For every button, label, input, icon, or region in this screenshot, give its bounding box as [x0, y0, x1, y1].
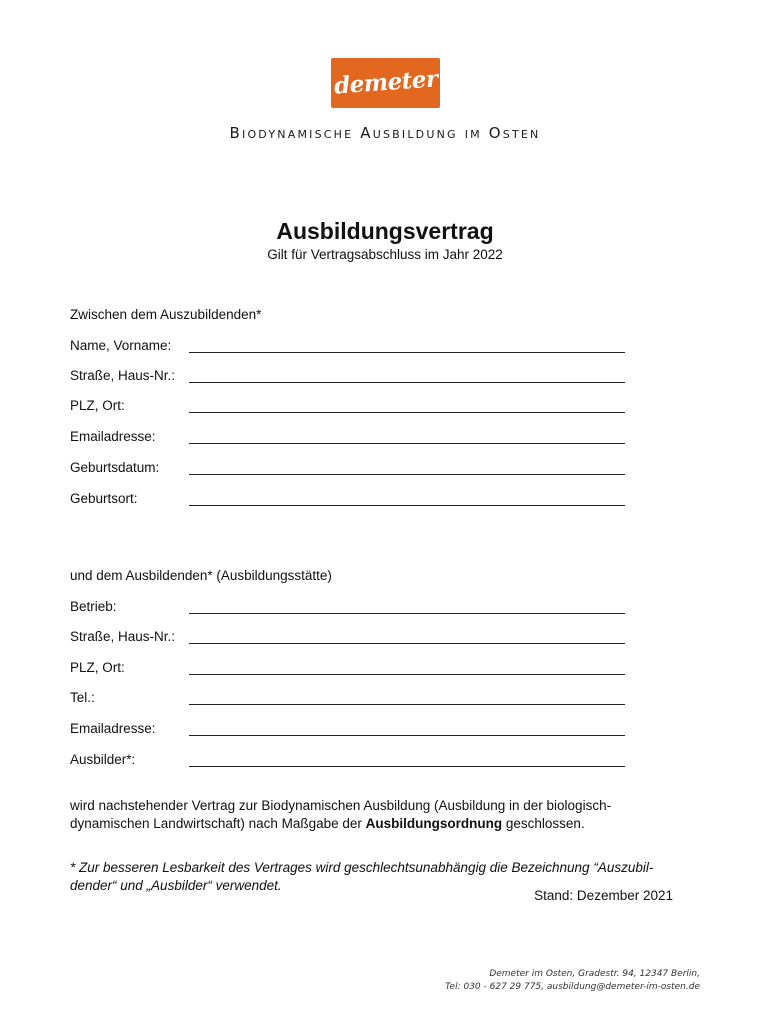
fill-in-line[interactable] — [189, 352, 625, 353]
fill-in-line[interactable] — [189, 613, 625, 614]
footnote-line: * Zur besseren Lesbarkeit des Vertrages wird geschlechtsunabhängig die Bezeichnung “Auszubil- — [70, 860, 654, 875]
trainee-field-zip-city — [70, 398, 630, 416]
footnote-line: dender“ und „Ausbilder“ verwendet. — [70, 878, 282, 893]
fill-in-line[interactable] — [189, 443, 625, 444]
contract-paragraph — [70, 797, 670, 833]
footer-phone-email: Tel: 030 - 627 29 775, ausbildung@demeter-im-osten.de — [445, 982, 700, 992]
trainer-field-instructor — [70, 752, 630, 770]
field-label: Emailadresse: — [70, 429, 156, 444]
ausbildungsordnung-emphasis: Ausbildungsordnung — [365, 816, 503, 831]
trainer-field-company — [70, 599, 630, 617]
demeter-logo — [331, 58, 440, 108]
trainer-field-street — [70, 629, 630, 647]
field-label: PLZ, Ort: — [70, 398, 125, 413]
field-label: Ausbilder*: — [70, 752, 136, 767]
fill-in-line[interactable] — [189, 704, 625, 705]
field-label: PLZ, Ort: — [70, 660, 125, 675]
footer-contact — [445, 968, 700, 994]
paragraph-text: dynamischen Landwirtschaft) nach Maßgabe der — [70, 816, 366, 831]
version-date: Stand: Dezember 2021 — [534, 888, 673, 903]
logo-text: demeter — [332, 64, 439, 100]
document-title: Ausbildungsvertrag — [276, 218, 494, 244]
trainee-field-email — [70, 429, 630, 447]
paragraph-text: geschlossen. — [502, 816, 585, 831]
organization-name: Biodynamische Ausbildung im Osten — [229, 124, 541, 142]
field-label: Betrieb: — [70, 599, 117, 614]
fill-in-line[interactable] — [189, 766, 625, 767]
fill-in-line[interactable] — [189, 474, 625, 475]
field-label: Geburtsort: — [70, 491, 138, 506]
trainer-field-phone — [70, 690, 630, 708]
field-label: Name, Vorname: — [70, 338, 172, 353]
fill-in-line[interactable] — [189, 412, 625, 413]
trainer-section-heading: und dem Ausbildenden* (Ausbildungsstätte) — [70, 568, 332, 583]
trainee-field-name — [70, 338, 630, 356]
trainee-field-street — [70, 368, 630, 386]
fill-in-line[interactable] — [189, 382, 625, 383]
field-label: Tel.: — [70, 690, 95, 705]
fill-in-line[interactable] — [189, 643, 625, 644]
paragraph-line — [70, 815, 670, 833]
field-label: Geburtsdatum: — [70, 460, 160, 475]
fill-in-line[interactable] — [189, 735, 625, 736]
trainee-field-birthplace — [70, 491, 630, 509]
field-label: Emailadresse: — [70, 721, 156, 736]
trainee-section-heading: Zwischen dem Auszubildenden* — [70, 307, 262, 322]
footer-address: Demeter im Osten, Gradestr. 94, 12347 Berlin, — [489, 969, 700, 979]
trainee-field-birthdate — [70, 460, 630, 478]
fill-in-line[interactable] — [189, 674, 625, 675]
field-label: Straße, Haus-Nr.: — [70, 368, 176, 383]
field-label: Straße, Haus-Nr.: — [70, 629, 176, 644]
trainer-field-zip-city — [70, 660, 630, 678]
document-subtitle: Gilt für Vertragsabschluss im Jahr 2022 — [267, 247, 503, 262]
fill-in-line[interactable] — [189, 505, 625, 506]
paragraph-line: wird nachstehender Vertrag zur Biodynamischen Ausbildung (Ausbildung in der biologisch- — [70, 798, 612, 813]
trainer-field-email — [70, 721, 630, 739]
